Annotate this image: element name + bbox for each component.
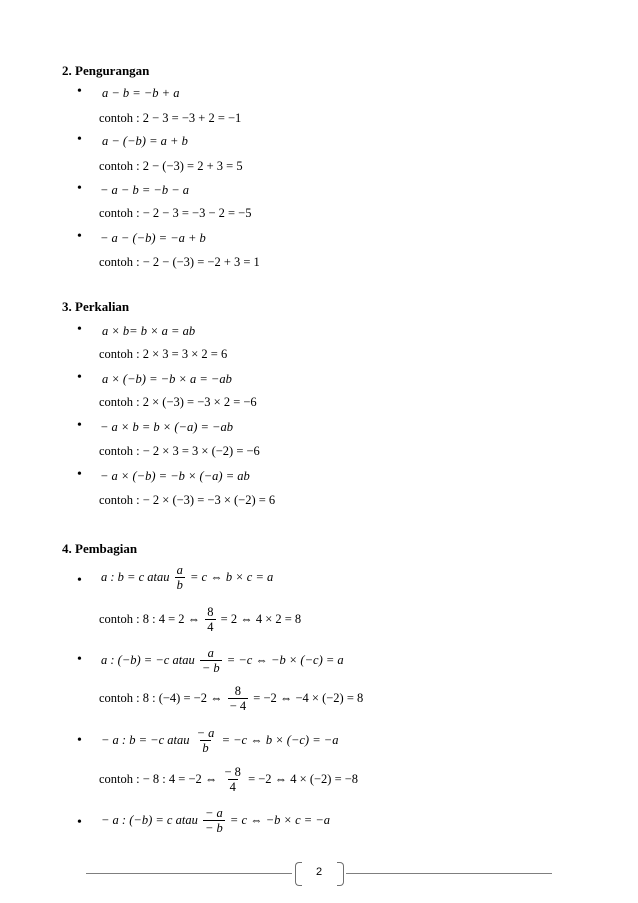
example-tail: = 2 ⇔ 4 × 2 = 8 [220, 611, 302, 626]
page-number: 2 [315, 866, 323, 878]
rule-fraction [200, 646, 222, 676]
bullet-icon: • [77, 467, 82, 482]
fraction-denominator: − b [204, 821, 223, 836]
example-text: contoh : 2 × 3 = 3 × 2 = 6 [99, 347, 228, 361]
example-text: contoh : − 2 × 3 = 3 × (−2) = −6 [99, 444, 260, 458]
example-lead: contoh : 8 : 4 = 2 ⇔ [99, 611, 201, 626]
bullet-icon: • [77, 370, 82, 385]
bullet-icon: • [77, 322, 82, 337]
fraction-denominator: b [176, 578, 183, 593]
division-rule [101, 726, 338, 756]
example-text: contoh : − 2 − (−3) = −2 + 3 = 1 [99, 255, 260, 269]
fraction-numerator: 8 [207, 605, 214, 619]
bullet-icon: • [77, 132, 82, 147]
bullet-icon: • [77, 181, 82, 196]
rule-text: a × (−b) = −b × a = −ab [102, 372, 232, 386]
rule-text: a − (−b) = a + b [102, 134, 188, 148]
fraction-denominator: 4 [229, 780, 236, 795]
bullet-icon: • [77, 573, 82, 588]
example-tail: = −2 ⇔ −4 × (−2) = 8 [253, 690, 364, 705]
bullet-icon: • [77, 418, 82, 433]
fraction-numerator: − a [204, 806, 223, 820]
footer-rule-left [86, 873, 292, 874]
rule-lead: a : (−b) = −c atau [101, 652, 195, 667]
example-fraction [205, 605, 215, 635]
fraction-numerator: − a [196, 726, 215, 740]
division-rule [101, 563, 273, 593]
fraction-denominator: 4 [207, 620, 214, 635]
fraction-numerator: a [176, 563, 183, 577]
bullet-icon: • [77, 84, 82, 99]
example-fraction [228, 684, 248, 714]
fraction-denominator: − 4 [229, 699, 247, 714]
example-text: contoh : − 2 − 3 = −3 − 2 = −5 [99, 206, 252, 220]
section-heading-perkalian: 3. Perkalian [62, 299, 130, 314]
rule-text: a × b= b × a = ab [102, 324, 196, 338]
fraction-numerator: − 8 [224, 765, 241, 779]
rule-lead: − a : (−b) = c atau [101, 812, 198, 827]
division-rule [101, 646, 344, 676]
rule-tail: = −c ⇔ −b × (−c) = a [226, 652, 344, 667]
bullet-icon: • [77, 733, 82, 748]
rule-fraction [195, 726, 217, 756]
footer-rule-right [346, 873, 552, 874]
fraction-numerator: 8 [234, 684, 242, 698]
example-text: contoh : 2 − 3 = −3 + 2 = −1 [99, 111, 242, 125]
division-rule [101, 806, 330, 836]
fraction-denominator: − b [201, 661, 220, 676]
rule-tail: = c ⇔ −b × c = −a [229, 812, 331, 827]
section-heading-pengurangan: 2. Pengurangan [62, 63, 150, 78]
rule-fraction [203, 806, 225, 836]
division-example [99, 684, 363, 714]
division-example [99, 605, 301, 635]
section-heading-pembagian: 4. Pembagian [62, 541, 138, 556]
example-text: contoh : 2 × (−3) = −3 × 2 = −6 [99, 395, 257, 409]
example-fraction [223, 765, 243, 795]
rule-lead: a : b = c atau [101, 569, 170, 584]
bullet-icon: • [77, 229, 82, 244]
rule-text: − a × (−b) = −b × (−a) = ab [100, 469, 250, 483]
example-lead: contoh : 8 : (−4) = −2 ⇔ [99, 690, 223, 705]
example-tail: = −2 ⇔ 4 × (−2) = −8 [248, 771, 359, 786]
footer-bracket-right [337, 862, 344, 886]
bullet-icon: • [77, 652, 82, 667]
footer-bracket-left [295, 862, 302, 886]
bullet-icon: • [77, 815, 82, 830]
rule-text: − a × b = b × (−a) = −ab [100, 420, 233, 434]
rule-text: − a − (−b) = −a + b [100, 231, 206, 245]
rule-lead: − a : b = −c atau [101, 732, 190, 747]
example-text: contoh : 2 − (−3) = 2 + 3 = 5 [99, 159, 243, 173]
example-text: contoh : − 2 × (−3) = −3 × (−2) = 6 [99, 493, 276, 507]
rule-tail: = c ⇔ b × c = a [190, 569, 274, 584]
example-lead: contoh : − 8 : 4 = −2 ⇔ [99, 771, 218, 786]
rule-text: a − b = −b + a [102, 86, 180, 100]
rule-text: − a − b = −b − a [100, 183, 190, 197]
fraction-denominator: b [202, 741, 209, 756]
rule-tail: = −c ⇔ b × (−c) = −a [221, 732, 339, 747]
fraction-numerator: a [207, 646, 214, 660]
rule-fraction [175, 563, 185, 593]
division-example [99, 765, 358, 795]
